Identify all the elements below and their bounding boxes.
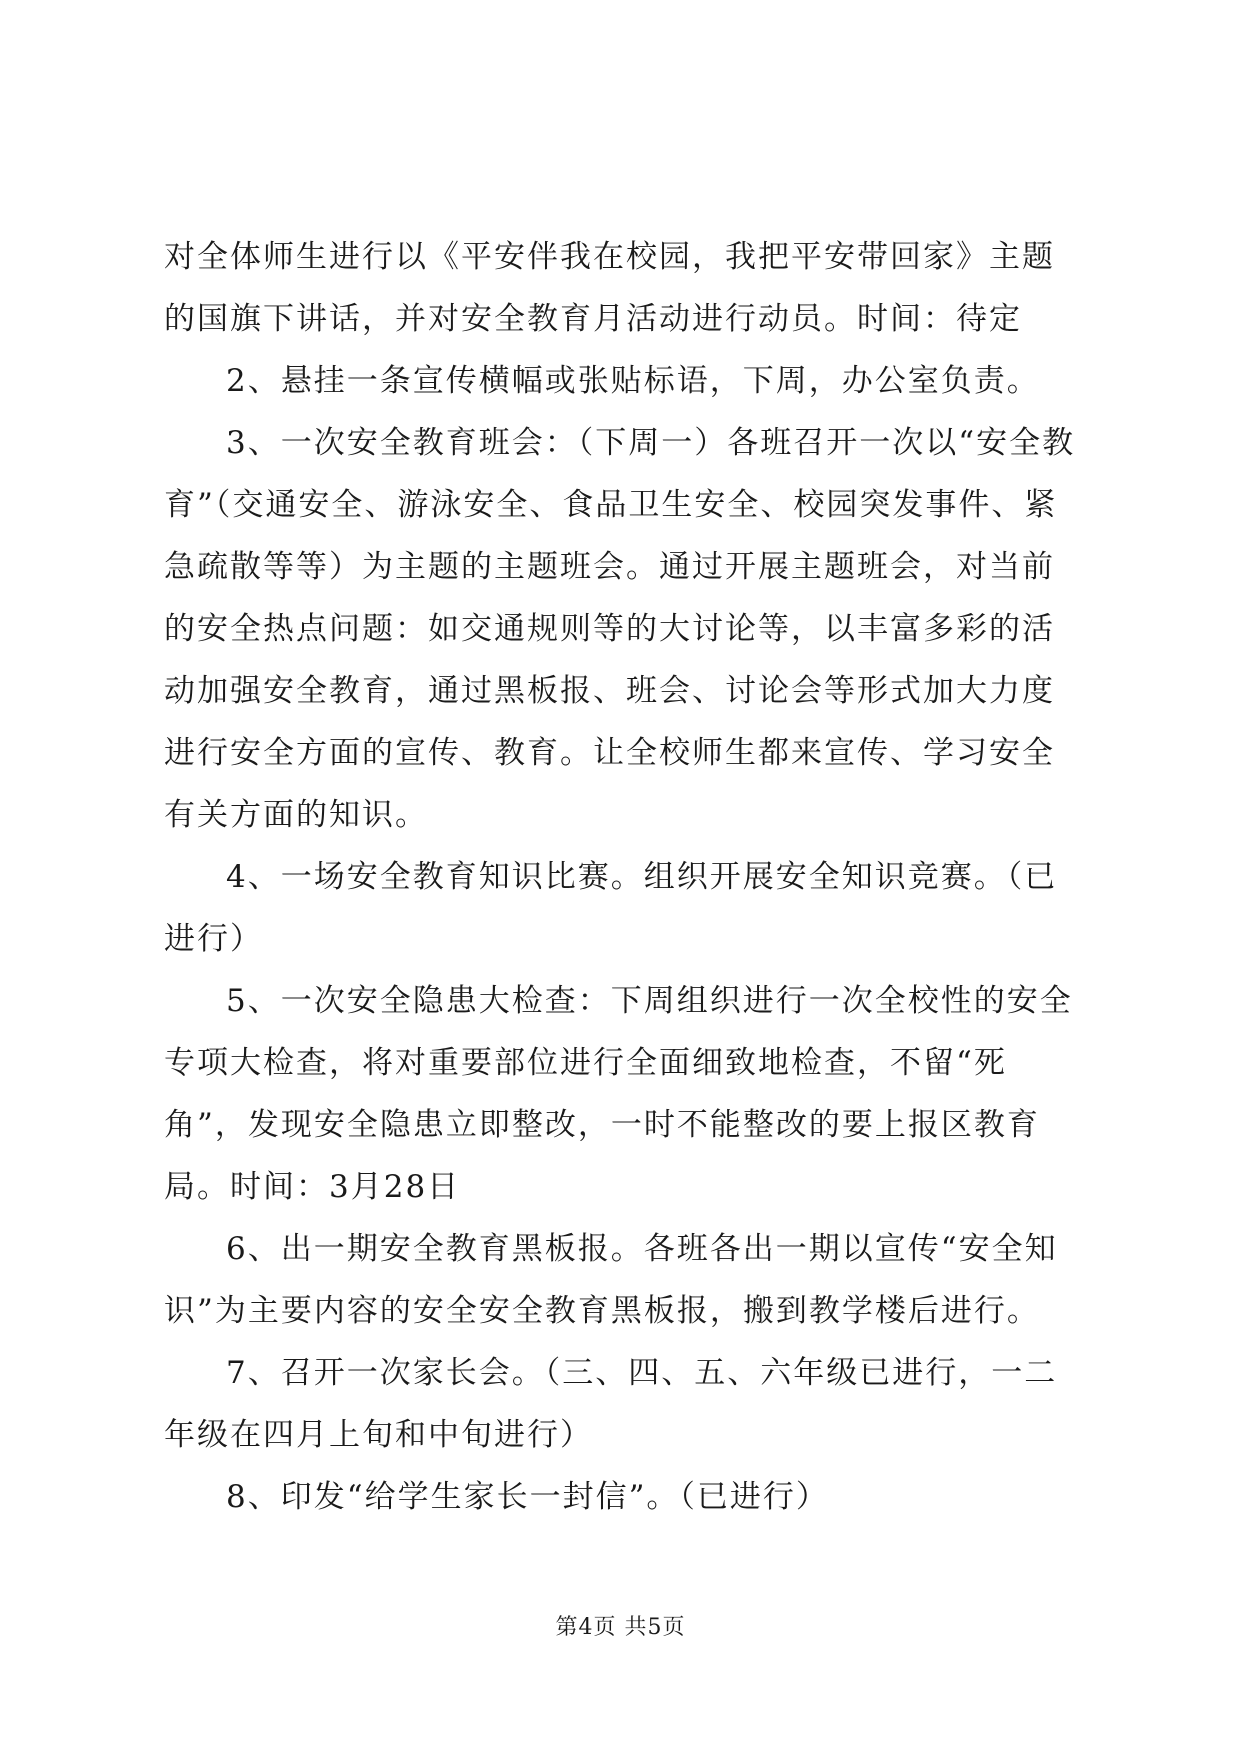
page-footer: [0, 1610, 1241, 1641]
document-body: [164, 226, 1084, 1528]
paragraph-item-6: 6、出一期安全教育黑板报。各班各出一期以宣传“安全知识”为主要内容的安全安全教育黑板报，搬到教学楼后进行。: [164, 1231, 1058, 1329]
paragraph-item-5: 5、一次安全隐患大检查：下周组织进行一次全校性的安全专项大检查，将对重要部位进行全面细致地检查，不留“死角”，发现安全隐患立即整改，一时不能整改的要上报区教育局。时间：3月28日: [164, 983, 1073, 1205]
paragraph-item-8: 8、印发“给学生家长一封信”。（已进行）: [226, 1479, 829, 1515]
page-number-label: 第4页 共5页: [555, 1615, 686, 1640]
paragraph-continuation: 对全体师生进行以《平安伴我在校园，我把平安带回家》主题的国旗下讲话，并对安全教育月活动进行动员。时间：待定: [164, 239, 1055, 337]
paragraph-item-2: 2、悬挂一条宣传横幅或张贴标语，下周，办公室负责。: [226, 363, 1040, 399]
paragraph-item-4: 4、一场安全教育知识比赛。组织开展安全知识竞赛。（已进行）: [164, 859, 1058, 957]
paragraph-item-7: 7、召开一次家长会。（三、四、五、六年级已进行，一二年级在四月上旬和中旬进行）: [164, 1355, 1058, 1453]
paragraph-item-3: 3、一次安全教育班会：（下周一）各班召开一次以“安全教育”（交通安全、游泳安全、食品卫生安全、校园突发事件、紧急疏散等等）为主题的主题班会。通过开展主题班会，对当前的安全热点问题：如交通规则等的大讨论等，以丰富多彩的活动加强安全教育，通过黑板报、班会、讨论会等形式加大力度进行安全方面的宣传、教育。让全校师生都来宣传、学习安全有关方面的知识。: [164, 425, 1076, 833]
